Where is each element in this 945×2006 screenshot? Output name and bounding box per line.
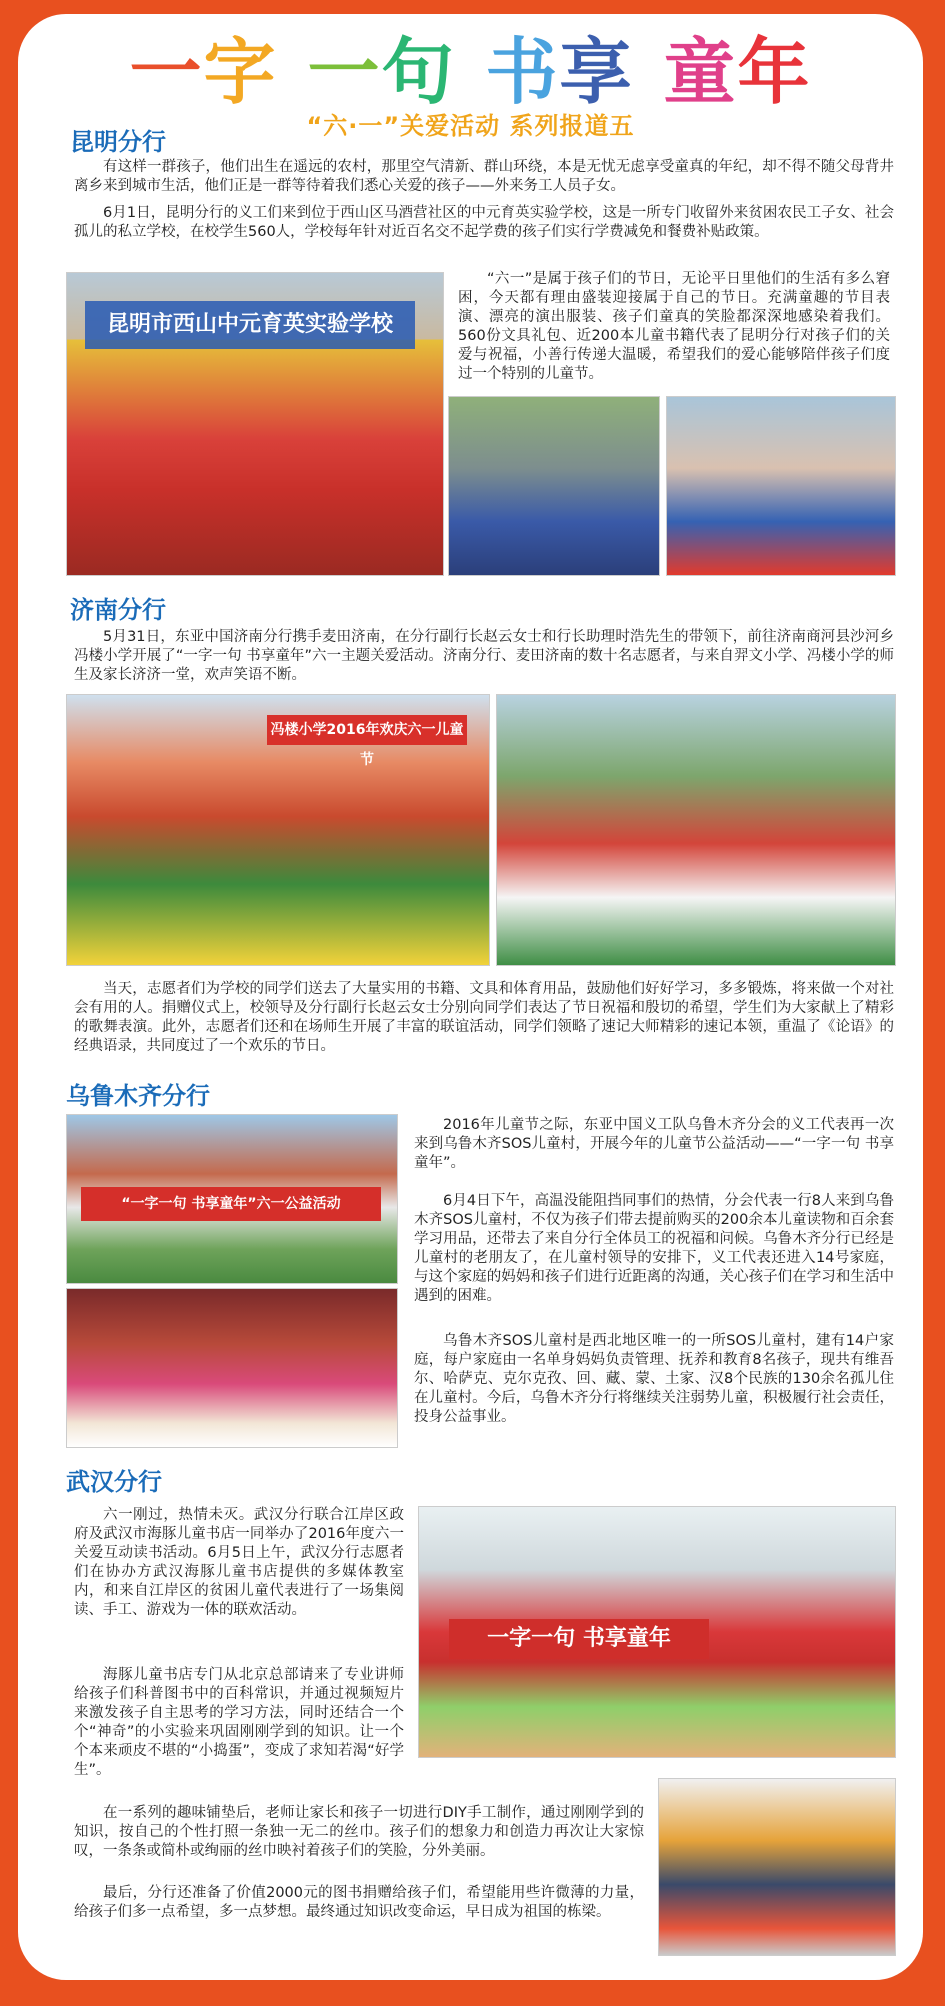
title-char: 享	[559, 30, 634, 114]
section-heading-jinan: 济南分行	[70, 596, 166, 624]
kunming-photo-children-line	[448, 396, 660, 576]
page-title	[18, 26, 923, 118]
title-char: 书	[485, 30, 560, 114]
title-char: 年	[737, 30, 812, 114]
jinan-paragraph-1: 5月31日，东亚中国济南分行携手麦田济南，在分行副行长赵云女士和行长助理时浩先生的带领下，前往济南商河县沙河乡冯楼小学开展了“一字一句 书享童年”六一主题关爱活动。济南分行、麦田济南的数十名志愿者，与来自羿文小学、冯楼小学的师生及家长济济一堂，欢声笑语不断。	[74, 629, 894, 683]
wuhan-paragraph-3: 在一系列的趣味铺垫后，老师让家长和孩子一切进行DIY手工制作，通过刚刚学到的知识，按自己的个性打照一条独一无二的丝巾。孩子们的想象力和创造力再次让大家惊叹，一条条或简朴或绚丽的丝巾映衬着孩子们的笑脸，分外美丽。	[74, 1805, 644, 1859]
wuhan-activity-banner: 一字一句 书享童年	[449, 1619, 709, 1659]
jinan-paragraph-2: 当天，志愿者们为学校的同学们送去了大量实用的书籍、文具和体育用品，鼓励他们好好学习，多多锻炼，将来做一个对社会有用的人。捐赠仪式上，校领导及分行副行长赵云女士分别向同学们表达了节日祝福和殷切的希望，学生们为大家献上了精彩的歌舞表演。此外，志愿者们还和在场师生开展了丰富的联谊活动，同学们领略了速记大师精彩的速记本领，重温了《论语》的经典语录，共同度过了一个欢乐的节日。	[74, 981, 894, 1054]
urumqi-photo-family	[66, 1288, 398, 1448]
title-char: 字	[203, 30, 278, 114]
urumqi-photo-banner-group	[66, 1114, 398, 1284]
kunming-photo-stage	[66, 272, 444, 576]
wuhan-photo-group	[418, 1506, 896, 1758]
section-heading-kunming: 昆明分行	[70, 128, 166, 156]
wuhan-paragraph-2: 海豚儿童书店专门从北京总部请来了专业讲师给孩子们科普图书中的百科常识，并通过视频短片来激发孩子自主思考的学习方法，同时还结合一个个“神奇”的小实验来巩固刚刚学到的知识。让一个个本来顽皮不堪的“小捣蛋”，变成了求知若渴“好学生”。	[74, 1667, 404, 1778]
kunming-school-banner: 昆明市西山中元育英实验学校	[85, 301, 415, 349]
jinan-photo-donation	[496, 694, 896, 966]
urumqi-activity-banner: “一字一句 书享童年”六一公益活动	[81, 1187, 381, 1221]
kunming-paragraph-3: “六一”是属于孩子们的节日，无论平日里他们的生活有多么窘困，今天都有理由盛装迎接属于自己的节日。充满童趣的节目表演、漂亮的演出服装、孩子们童真的笑脸都深深地感染着我们。560份文具礼包、近200本儿童书籍代表了昆明分行对孩子们的关爱与祝福，小善行传递大温暖，希望我们的爱心能够陪伴孩子们度过一个特别的儿童节。	[458, 271, 890, 382]
wuhan-paragraph-4: 最后，分行还准备了价值2000元的图书捐赠给孩子们，希望能用些许微薄的力量，给孩子们多一点希望，多一点梦想。最终通过知识改变命运，早日成为祖国的栋梁。	[74, 1885, 644, 1920]
wuhan-paragraph-1: 六一刚过，热情未灭。武汉分行联合江岸区政府及武汉市海豚儿童书店一同举办了2016年度六一关爱互动读书活动。6月5日上午，武汉分行志愿者们在协办方武汉海豚儿童书店提供的多媒体教室内，和来自江岸区的贫困儿童代表进行了一场集阅读、手工、游戏为一体的联欢活动。	[74, 1507, 404, 1618]
kunming-paragraph-1: 有这样一群孩子，他们出生在遥远的农村，那里空气清新、群山环绕，本是无忧无虑享受童真的年纪，却不得不随父母背井离乡来到城市生活，他们正是一群等待着我们悉心关爱的孩子——外来务工人员子女。	[74, 159, 894, 194]
title-char: 句	[381, 30, 456, 114]
kunming-paragraph-2: 6月1日，昆明分行的义工们来到位于西山区马酒营社区的中元育英实验学校，这是一所专门收留外来贫困农民工子女、社会孤儿的私立学校，在校学生560人，学校每年针对近百名交不起学费的孩子们实行学费减免和餐费补贴政策。	[74, 205, 894, 240]
title-char: 一	[307, 30, 382, 114]
kunming-photo-children-scarves	[666, 396, 896, 576]
report-card	[18, 14, 923, 1980]
urumqi-paragraph-2: 6月4日下午，高温没能阻挡同事们的热情，分会代表一行8人来到乌鲁木齐SOS儿童村，不仅为孩子们带去提前购买的200余本儿童读物和百余套学习用品，还带去了来自分行全体员工的祝福和问候。乌鲁木齐分行已经是儿童村的老朋友了，在儿童村领导的安排下，义工代表还进入14号家庭，与这个家庭的妈妈和孩子们进行近距离的沟通，关心孩子们在学习和生活中遇到的困难。	[414, 1193, 894, 1304]
section-heading-wuhan: 武汉分行	[66, 1468, 162, 1496]
jinan-photo-group	[66, 694, 490, 966]
section-heading-urumqi: 乌鲁木齐分行	[66, 1082, 210, 1110]
title-char: 一	[129, 30, 204, 114]
urumqi-paragraph-1: 2016年儿童节之际，东亚中国义工队乌鲁木齐分会的义工代表再一次来到乌鲁木齐SOS儿童村，开展今年的儿童节公益活动——“一字一句 书享童年”。	[414, 1117, 894, 1171]
page-subtitle: “六·一”关爱活动 系列报道五	[306, 112, 635, 140]
urumqi-paragraph-3: 乌鲁木齐SOS儿童村是西北地区唯一的一所SOS儿童村，建有14户家庭，每户家庭由一名单身妈妈负责管理、抚养和教育8名孩子，现共有维吾尔、哈萨克、克尔克孜、回、藏、蒙、土家、汉8个民族的130余名孤儿住在儿童村。今后，乌鲁木齐分行将继续关注弱势儿童，积极履行社会责任，投身公益事业。	[414, 1333, 894, 1425]
title-char: 童	[663, 30, 738, 114]
wuhan-photo-diy	[658, 1778, 896, 1956]
jinan-school-banner: 冯楼小学2016年欢庆六一儿童节	[267, 715, 467, 745]
